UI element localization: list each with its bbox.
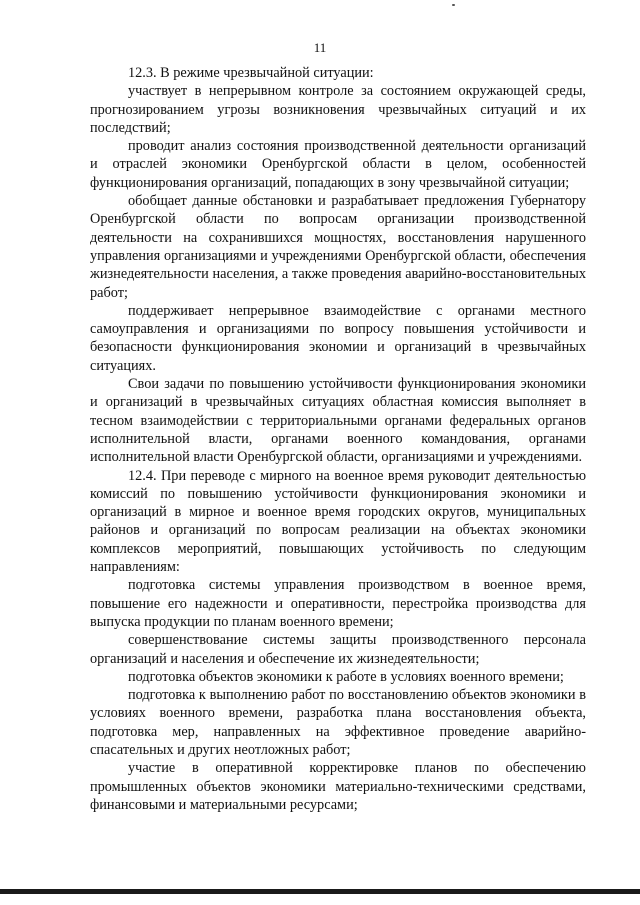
paragraph-control-system: подготовка системы управления производством в военное время, повышение его надежности и оперативности, перестройка производства для выпуска продукции по планам военного времени; <box>90 577 586 630</box>
page-number: 11 <box>313 40 327 55</box>
paragraph-protection-system: совершенствование системы защиты производственного персонала организаций и населения и обеспечение их жизнедеятельности; <box>90 632 586 667</box>
document-body <box>90 64 586 814</box>
section-heading-12-4: 12.4. При переводе с мирного на военное время руководит деятельностью комиссий по повышению устойчивости функционирования экономики и организаций в мирное и военное время городских округов, муниципальных районов и организаций по вопросам реализации на объектах экономики комплексов мероприятий, повышающих устойчивость по следующим направлениям: <box>90 467 586 576</box>
paragraph-object-preparation: подготовка объектов экономики к работе в условиях военного времени; <box>128 668 564 685</box>
paragraph-analysis: проводит анализ состояния производственной деятельности организаций и отраслей экономики Оренбургской области в целом, особенностей функционирования организаций, попадающих в зону чрезвычайной ситуации; <box>90 138 586 191</box>
scan-speck <box>452 4 455 6</box>
paragraph-correction: участие в оперативной корректировке планов по обеспечению промышленных объектов экономики материально-техническими средствами, финансовыми и материальными ресурсами; <box>90 760 586 813</box>
section-heading-12-3: 12.3. В режиме чрезвычайной ситуации: <box>128 65 374 81</box>
paragraph-proposals: обобщает данные обстановки и разрабатывает предложения Губернатору Оренбургской области по вопросам организации производственной деятельности на сохранившихся мощностях, восстановления нарушенного управления организациями и учреждениями Оренбургской области, обеспечения жизнедеятельности населения, а также проведения аварийно-восстановительных работ; <box>90 193 586 301</box>
scan-bottom-border <box>0 889 640 894</box>
paragraph-commission-tasks: Свои задачи по повышению устойчивости функционирования экономики и организаций в чрезвычайных ситуациях областная комиссия выполняет в тесном взаимодействии с территориальными органами федеральных органов исполнительной власти, органами военного командования, органами исполнительной власти Оренбургской области, организациями и учреждениями. <box>90 376 586 466</box>
paragraph-monitoring: участвует в непрерывном контроле за состоянием окружающей среды, прогнозированием угрозы возникновения чрезвычайных ситуаций и их последствий; <box>90 83 586 136</box>
paragraph-interaction: поддерживает непрерывное взаимодействие с органами местного самоуправления и организациями по вопросу повышения устойчивости и безопасности функционирования экономии и организаций в чрезвычайных ситуациях. <box>90 302 586 374</box>
paragraph-restoration: подготовка к выполнению работ по восстановлению объектов экономики в условиях военного времени, разработка плана восстановления объекта, подготовка мер, направленных на эффективное проведение аварийно-спасательных и других неотложных работ; <box>90 687 586 758</box>
